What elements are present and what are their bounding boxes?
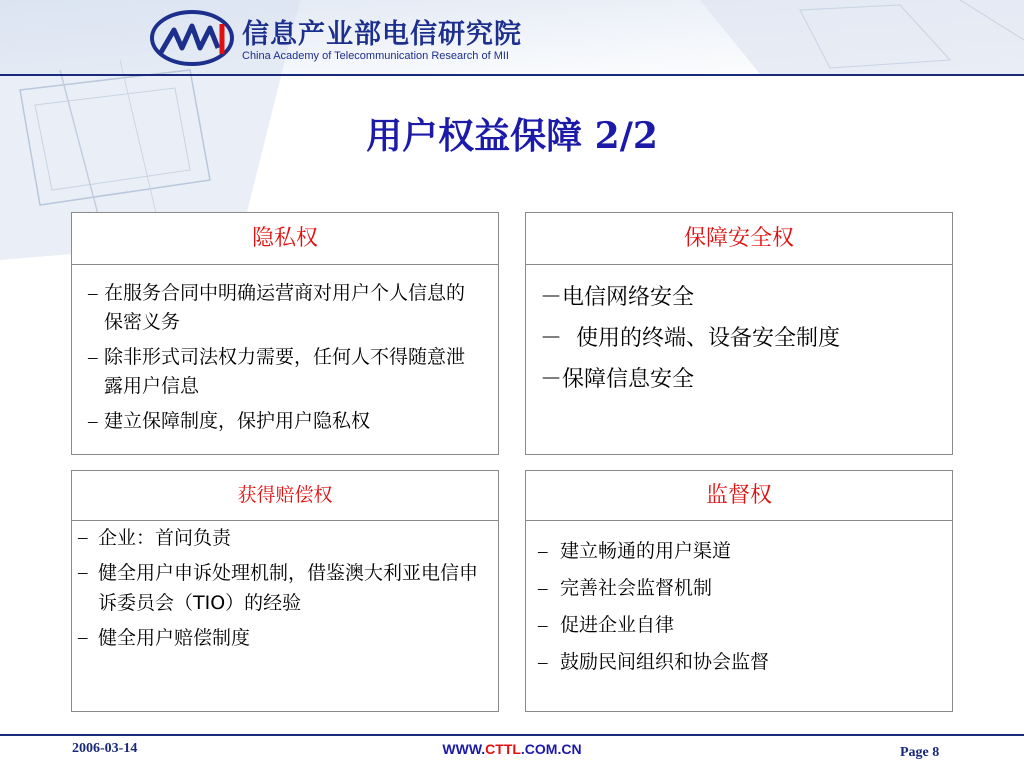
security-body xyxy=(526,265,952,454)
security-line: －电信网络安全 xyxy=(540,285,695,310)
footer-url-prefix: WWW. xyxy=(442,741,486,757)
compensation-body xyxy=(72,521,498,711)
footer-date: 2006-03-14 xyxy=(72,741,138,756)
list-item: – 建立畅通的用户渠道 xyxy=(538,540,732,562)
list-item: – 健全用户赔偿制度 xyxy=(78,627,251,649)
privacy-body xyxy=(72,265,498,454)
security-box xyxy=(525,212,953,455)
header-divider xyxy=(0,74,1024,76)
security-heading: 保障安全权 xyxy=(526,213,952,265)
supervision-body xyxy=(526,521,952,711)
compensation-box xyxy=(71,470,499,712)
cttl-logo-icon xyxy=(148,8,238,68)
list-item: – 在服务合同中明确运营商对用户个人信息的保密义务 xyxy=(88,282,466,333)
logo-chinese-name: 信息产业部电信研究院 xyxy=(242,19,522,50)
privacy-heading: 隐私权 xyxy=(72,213,498,265)
footer-url-mid: CTTL xyxy=(485,741,521,757)
footer-divider xyxy=(0,734,1024,736)
list-item: – 健全用户申诉处理机制，借鉴澳大利亚电信申诉委员会（TIO）的经验 xyxy=(78,562,479,614)
slide-title: 用户权益保障 2/2 xyxy=(366,115,658,157)
footer-website-link[interactable] xyxy=(0,741,1024,757)
list-item: – 企业：首问负责 xyxy=(78,527,232,549)
compensation-list xyxy=(72,523,480,653)
footer-url-suffix: .COM.CN xyxy=(520,741,582,757)
list-item: – 促进企业自律 xyxy=(538,614,675,636)
list-item: – 除非形式司法权力需要，任何人不得随意泄露用户信息 xyxy=(88,346,466,397)
privacy-box xyxy=(71,212,499,455)
logo-english-name: China Academy of Telecommunication Research of MII xyxy=(242,50,509,62)
compensation-heading: 获得赔偿权 xyxy=(72,471,498,521)
list-item: – 鼓励民间组织和协会监督 xyxy=(538,651,770,673)
list-item: – 建立保障制度，保护用户隐私权 xyxy=(88,410,371,432)
list-item: – 完善社会监督机制 xyxy=(538,577,713,599)
supervision-list xyxy=(534,533,944,681)
page-number: Page 8 xyxy=(900,745,940,760)
security-line: － 使用的终端、设备安全制度 xyxy=(540,326,840,351)
supervision-heading: 监督权 xyxy=(526,471,952,521)
security-line: －保障信息安全 xyxy=(540,367,695,392)
supervision-box xyxy=(525,470,953,712)
privacy-list xyxy=(78,279,478,436)
